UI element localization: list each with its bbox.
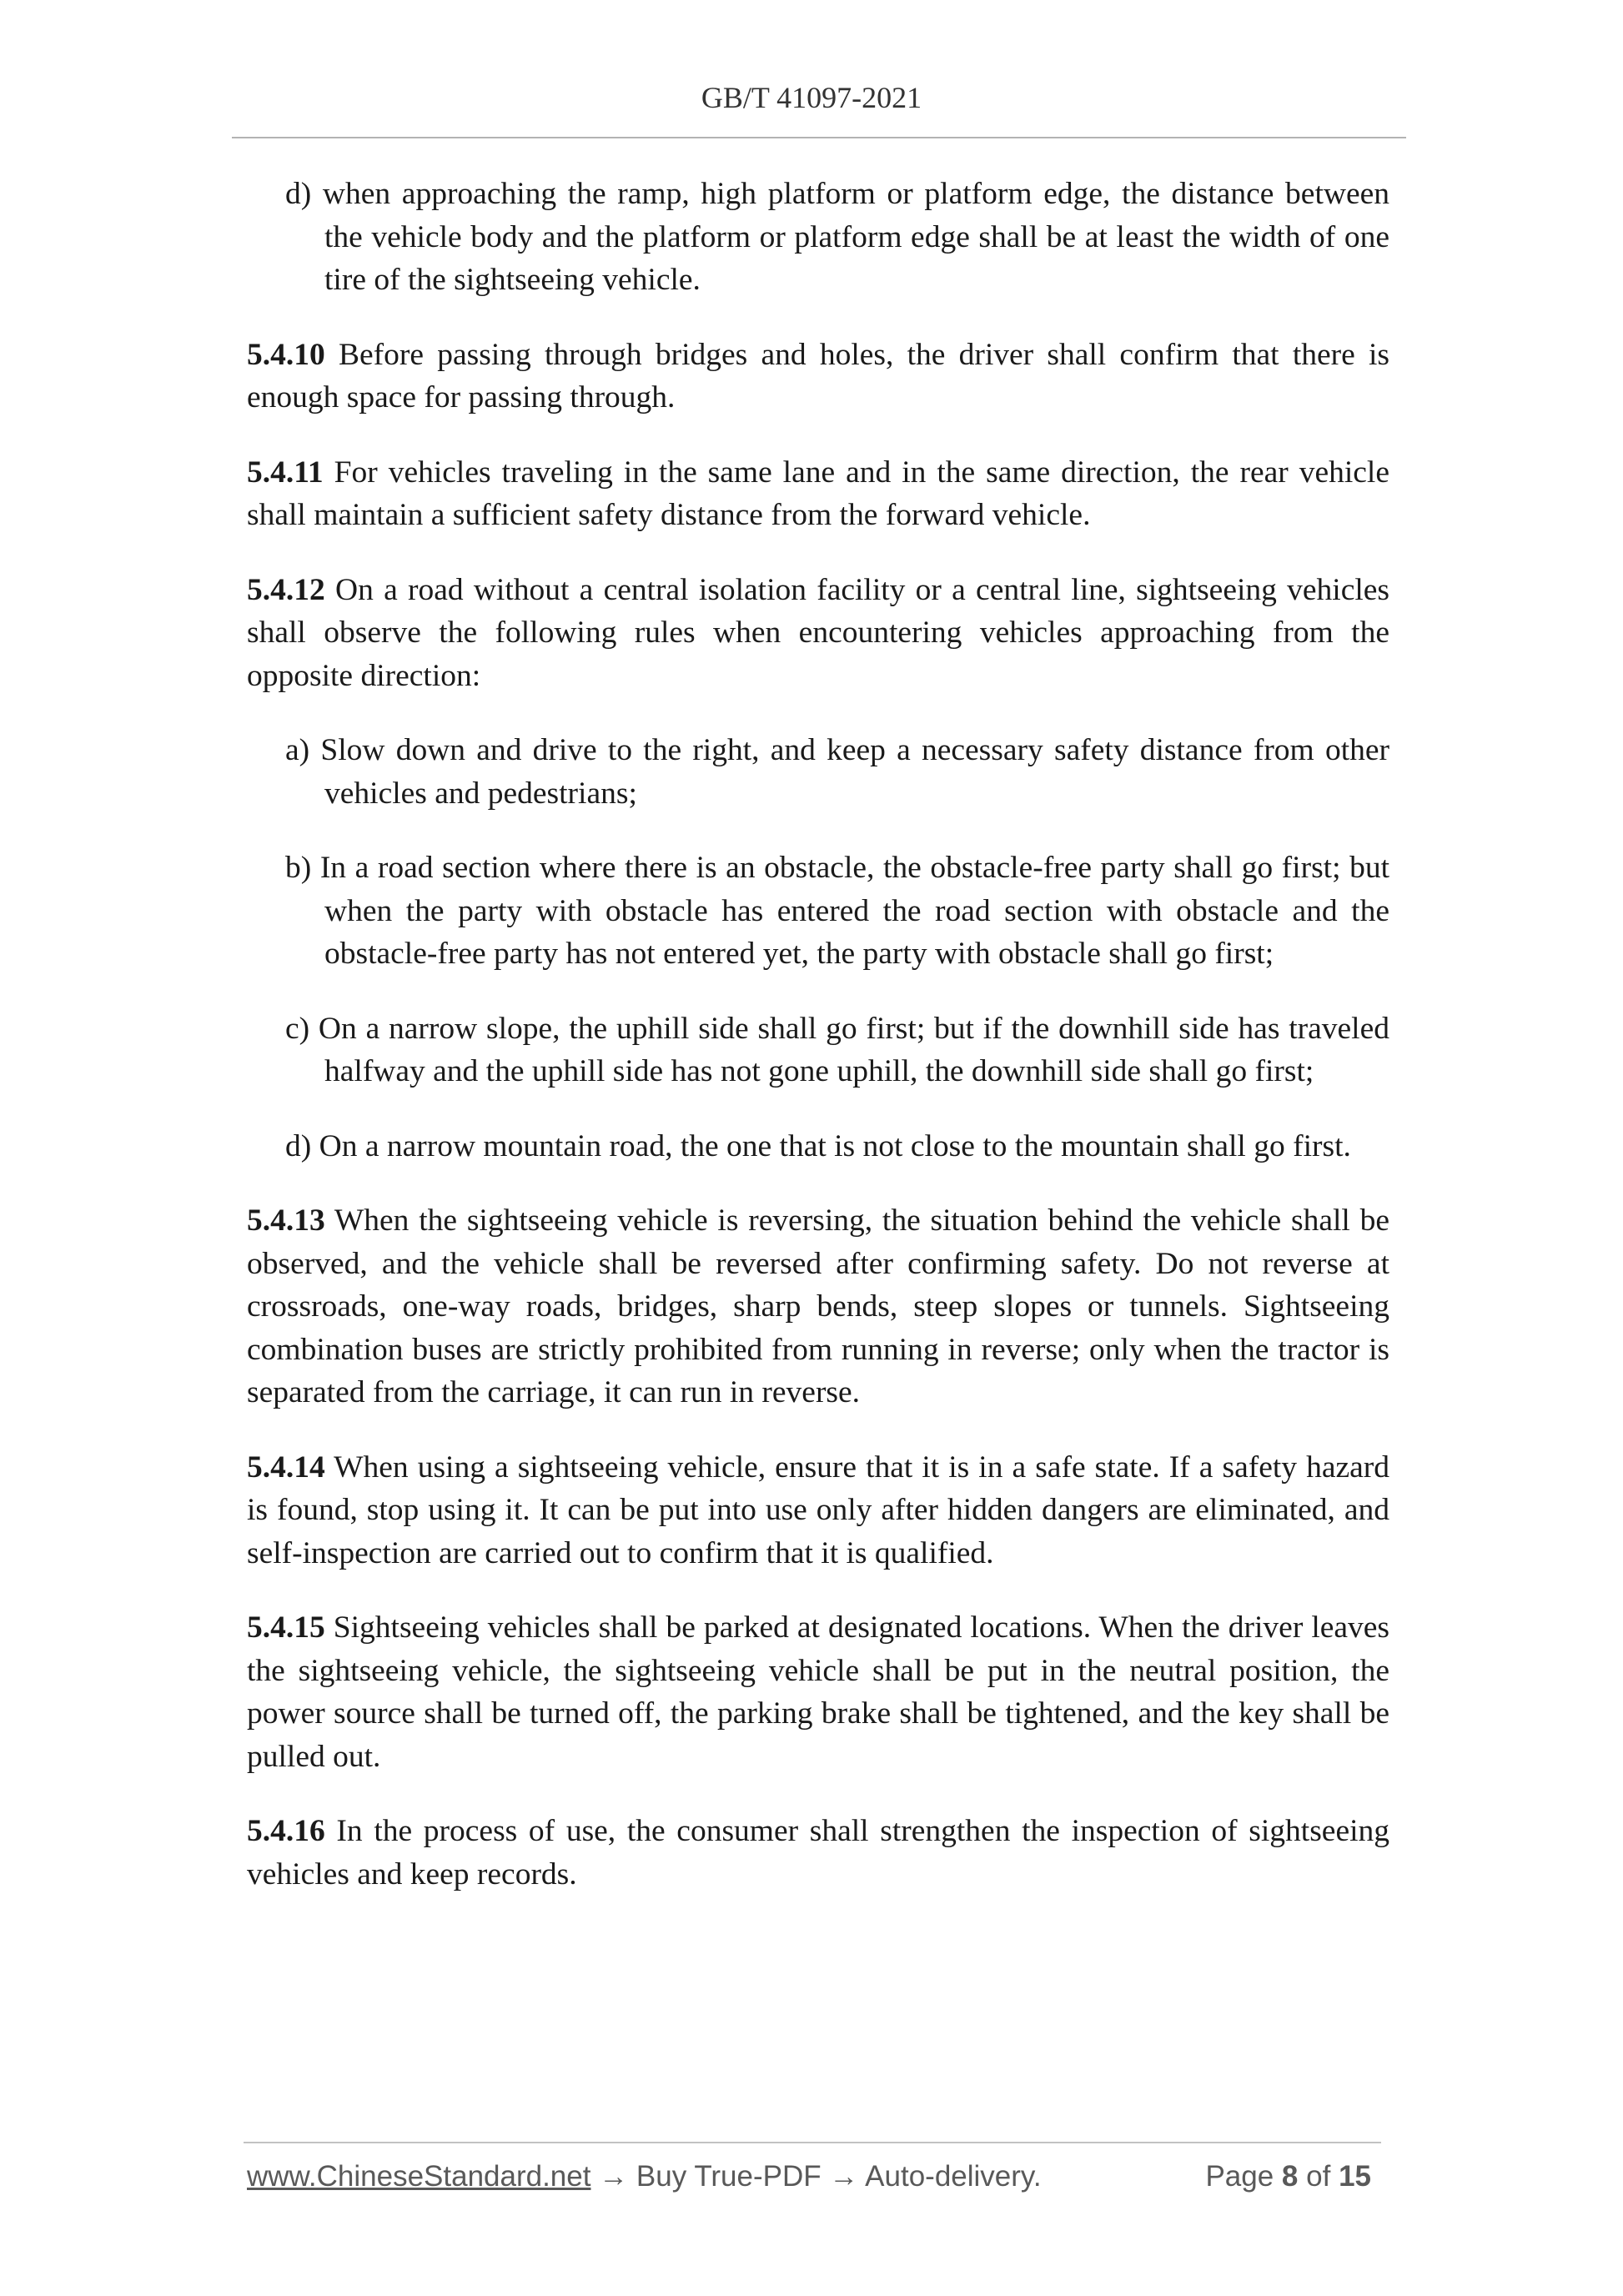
clause-text: For vehicles traveling in the same lane and in the same direction, the rear vehicle shall maintain a sufficient safety distance from the forward vehicle. — [247, 455, 1389, 532]
clause-text: Before passing through bridges and holes, the driver shall confirm that there is enough space for passing through. — [247, 337, 1390, 414]
page-content — [247, 173, 1389, 1927]
clause-number: 5.4.15 — [247, 1610, 325, 1645]
clause-number: 5.4.13 — [247, 1203, 325, 1238]
clause-5-4-11 — [247, 451, 1389, 537]
list-item-d-vehicle-clearance: d) when approaching the ramp, high platform or platform edge, the distance between the vehicle body and the platform or platform edge shall be at least the width of one tire of the sightseeing vehicle. — [285, 177, 1389, 297]
list-item-d: d) On a narrow mountain road, the one that is not close to the mountain shall go first. — [285, 1128, 1351, 1163]
clause-number: 5.4.14 — [247, 1449, 325, 1485]
list-item-a: a) Slow down and drive to the right, and keep a necessary safety distance from other vehicles and pedestrians; — [285, 733, 1389, 811]
clause-5-4-16 — [247, 1810, 1389, 1896]
footer-tagline: → Buy True-PDF → Auto-delivery. — [590, 2160, 1042, 2193]
page-indicator — [1205, 2160, 1371, 2193]
clause-text: When the sightseeing vehicle is reversing, the situation behind the vehicle shall be observed, and the vehicle shall be reversed after confirming safety. Do not reverse at crossroads, one-way roads, bridges, sharp bends, steep slopes or tunnels. Sightseeing combination buses are strictly prohibited from running in reverse; only when the tractor is separated from the carriage, it can run in reverse. — [247, 1203, 1390, 1409]
clause-5-4-12 — [247, 569, 1389, 698]
clause-number: 5.4.12 — [247, 572, 325, 607]
clause-text: Sightseeing vehicles shall be parked at designated locations. When the driver leaves the sightseeing vehicle, the sightseeing vehicle shall be put in the neutral position, the power source shall be turned off, the parking brake shall be tightened, and the key shall be pulled out. — [247, 1610, 1390, 1774]
page-total: 15 — [1339, 2160, 1371, 2193]
website-link[interactable]: www.ChineseStandard.net — [247, 2160, 591, 2193]
clause-text: When using a sightseeing vehicle, ensure that it is in a safe state. If a safety hazard is found, stop using it. It can be put into use only after hidden dangers are eliminated, and self-inspection are carried out to confirm that it is qualified. — [247, 1449, 1389, 1570]
footer-divider — [244, 2142, 1381, 2143]
page-footer — [247, 2160, 1381, 2193]
clause-text: On a road without a central isolation facility or a central line, sightseeing vehicles shall observe the following rules when encountering vehicles approaching from the opposite direction: — [247, 572, 1389, 693]
clause-number: 5.4.11 — [247, 455, 324, 490]
clause-number: 5.4.16 — [247, 1814, 325, 1848]
document-header: GB/T 41097-2021 — [701, 81, 922, 114]
clause-5-4-15 — [247, 1606, 1389, 1778]
page-label: Page — [1205, 2160, 1274, 2193]
clause-5-4-10 — [247, 334, 1389, 420]
clause-number: 5.4.10 — [247, 337, 325, 372]
header-divider — [232, 137, 1406, 138]
clause-text: In the process of use, the consumer shall strengthen the inspection of sightseeing vehicles and keep records. — [247, 1814, 1390, 1892]
list-item-c: c) On a narrow slope, the uphill side shall go first; but if the downhill side has traveled halfway and the uphill side has not gone uphill, the downhill side shall go first; — [285, 1011, 1389, 1088]
list-item-b: b) In a road section where there is an obstacle, the obstacle-free party shall go first; but when the party with obstacle has entered the road section with obstacle and the obstacle-free party has not entered yet, the party with obstacle shall go first; — [285, 851, 1389, 971]
page-of-label: of — [1306, 2160, 1331, 2193]
clause-5-4-13 — [247, 1199, 1389, 1414]
page-current: 8 — [1281, 2160, 1299, 2193]
clause-5-4-14 — [247, 1446, 1389, 1575]
